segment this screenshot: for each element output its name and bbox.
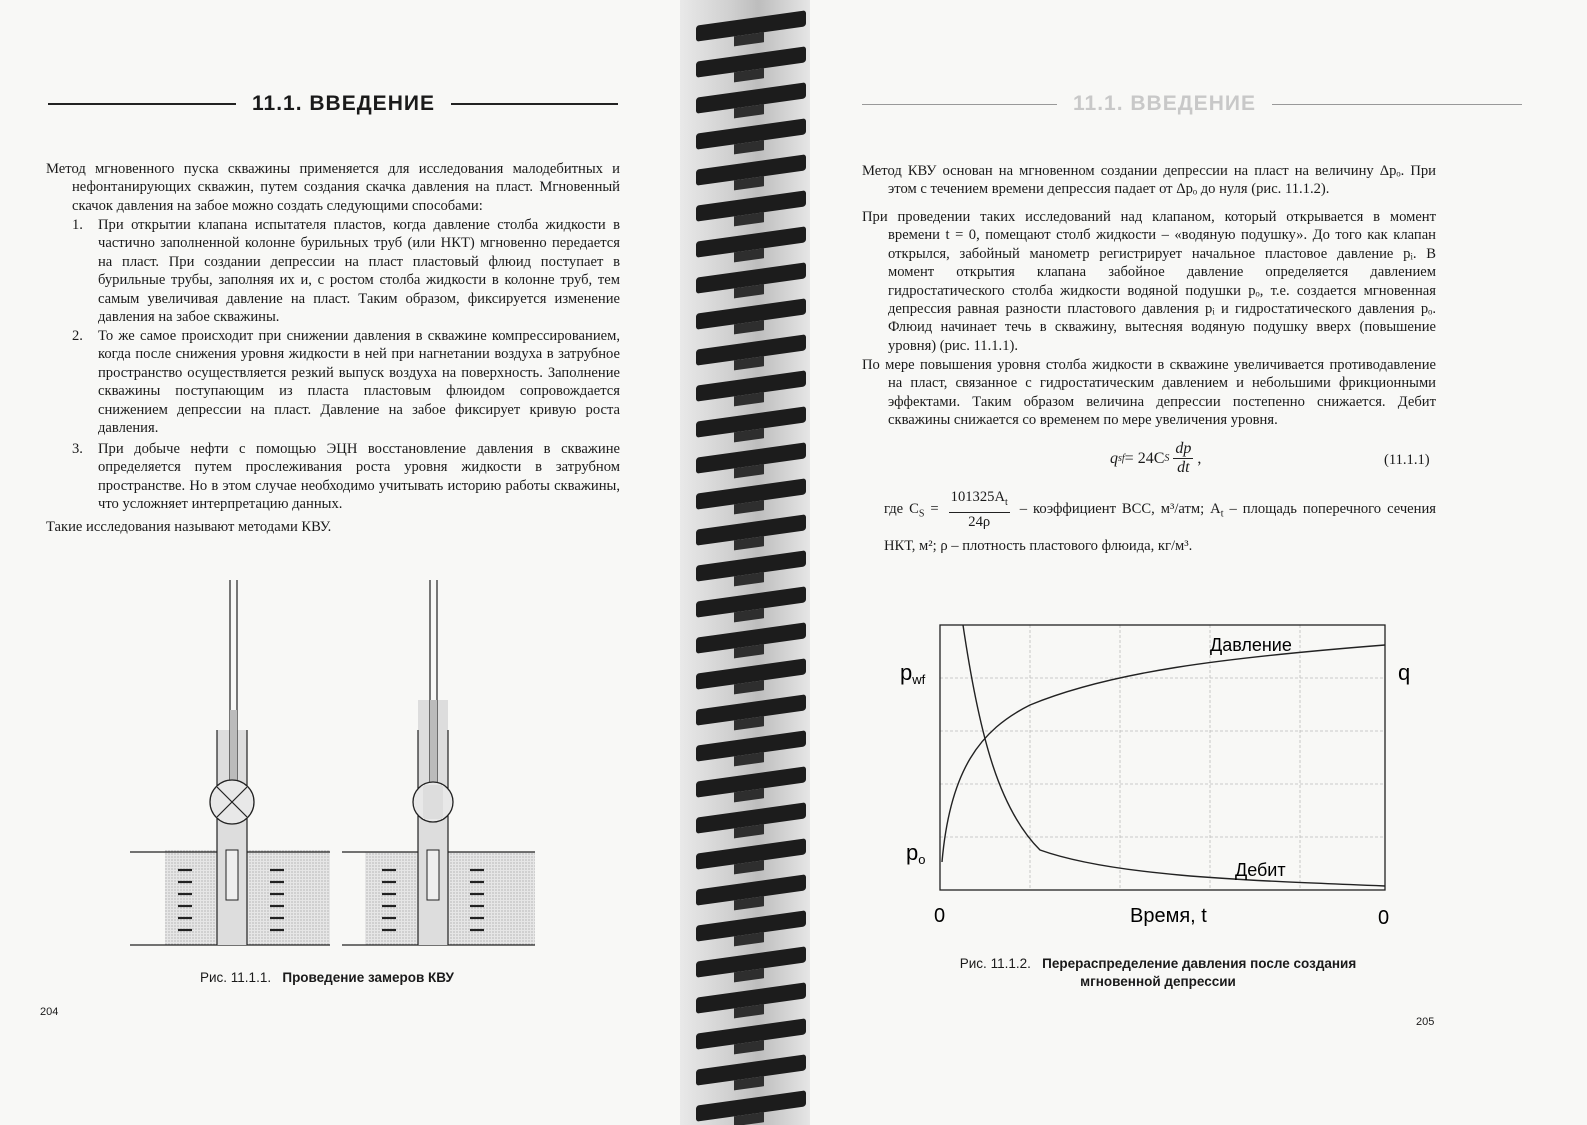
- left-closing-text: Такие исследования называют методами КВУ.: [46, 519, 332, 535]
- spiral-coil: [696, 874, 806, 905]
- spiral-coil: [696, 1090, 806, 1121]
- figure-caption-title: Проведение замеров КВУ: [282, 970, 454, 985]
- spiral-coil: [696, 442, 806, 473]
- spiral-coil: [696, 802, 806, 833]
- left-intro-paragraph: Метод мгновенного пуска скважины применяется для исследования малодебитных и нефонтанирующих скважин, путем создания скачка давления на пласт. Мгновенный скачок давления на забое можно создать следующими способами:: [46, 161, 620, 214]
- right-paragraph-2: При проведении таких исследований над клапаном, который открывается в момент времени t = 0, помещают столб жидкости – «водяную подушку». До того как клапан открылся, забойный манометр регистрирует начальное пластовое давление pᵢ. В момент открытия клапана забойное давление определяется давлением гидростатического столба жидкости водяной подушки pₒ, т.е. создается мгновенная депрессия равная разности пластового давления pᵢ и гидростатического давления pₒ. Флюид начинает течь в скважину, вытесняя водяную подушку вверх (повышение уровня) (рис. 11.1.1).: [862, 209, 1436, 354]
- right-header-title: 11.1. ВВЕДЕНИЕ: [1073, 92, 1256, 115]
- right-page-header: [862, 92, 1522, 116]
- spiral-coil: [696, 190, 806, 221]
- well-diagram-left: [130, 580, 330, 945]
- chart-frame: [940, 625, 1385, 890]
- spiral-coil: [696, 118, 806, 149]
- figure-caption-11-1-1: [200, 970, 454, 985]
- spiral-coil: [696, 1018, 806, 1049]
- formula-where-clause: где $C_S$ = $\frac{101325A_t}{24\rho}$ – коэффициент ВСС, м³/атм; $A_t$ – площадь поперечного сечения НКТ, м²; ρ – плотность пластового флюида, кг/м³.: [884, 489, 1436, 554]
- pwf-label: pwf: [900, 660, 926, 687]
- list-item-number: 2.: [72, 328, 83, 344]
- figure-caption-line2: мгновенной депрессии: [1080, 974, 1236, 989]
- spiral-coil: [696, 262, 806, 293]
- spiral-coil: [696, 334, 806, 365]
- list-item-2: [72, 327, 620, 437]
- equation-number: (11.1.1): [1384, 452, 1430, 468]
- right-paragraph-3: По мере повышения уровня столба жидкости в скважине увеличивается противодавление на пласт, связанное с гидростатическим давлением и небольшими фрикционными эффектами. Таким образом величина депрессии постепенно снижается. Дебит скважины снижается со временем по мере увеличения уровня.: [862, 357, 1436, 429]
- x-axis-end-label: 0: [1378, 907, 1390, 929]
- left-page: [0, 0, 680, 1125]
- figure-caption-prefix: Рис. 11.1.2.: [959, 956, 1031, 971]
- spiral-coil: [696, 298, 806, 329]
- spiral-coil: [696, 838, 806, 869]
- list-item-3: [72, 440, 620, 514]
- left-page-header: [48, 92, 618, 116]
- spiral-coil: [696, 82, 806, 113]
- chart-grid: [940, 625, 1385, 890]
- spiral-coil: [696, 586, 806, 617]
- spiral-coil: [696, 154, 806, 185]
- figure-caption-11-1-2: [938, 955, 1378, 991]
- x-axis-label: Время, t: [1130, 905, 1207, 927]
- pressure-rate-chart: [890, 610, 1510, 940]
- page-number-left: 204: [40, 1006, 59, 1018]
- spiral-coil: [696, 658, 806, 689]
- rate-curve-label: Дебит: [1235, 860, 1286, 880]
- figure-caption-line1: Перераспределение давления после создания: [1042, 956, 1357, 971]
- spiral-coil: [696, 370, 806, 401]
- spiral-coil: [696, 46, 806, 77]
- spiral-coil: [696, 550, 806, 581]
- spiral-coil: [696, 730, 806, 761]
- pressure-curve: [942, 645, 1385, 862]
- rate-curve: [963, 625, 1385, 886]
- spiral-binding: [680, 0, 810, 1125]
- formula-11-1-1: q sf = 24C S dp dt ,: [1110, 440, 1202, 476]
- list-item-text: При добыче нефти с помощью ЭЦН восстановление давления в скважине определяется путем прослеживания роста уровня жидкости в затрубном пространстве. Но в этом случае необходимо учитывать историю работы скважины, что усложняет интерпретацию данных.: [98, 441, 620, 513]
- spiral-coil: [696, 910, 806, 941]
- page-number-right: 205: [1416, 1016, 1435, 1028]
- q-label: q: [1398, 660, 1411, 685]
- list-item-1: [72, 216, 620, 326]
- list-item-text: То же самое происходит при снижении давления в скважине компрессированием, когда после снижения уровня жидкости в ней при нагнетании воздуха в затрубное пространство осуществляется резкий выпуск воздуха на поверхность. Заполнение скважины поступающим из пласта пластовым флюидом сопровождается снижением депрессии на пласт. Давление на забое фиксирует кривую роста давления.: [98, 328, 620, 437]
- po-label: po: [906, 840, 926, 867]
- spiral-coil: [696, 946, 806, 977]
- spiral-coil: [696, 982, 806, 1013]
- list-item-number: 3.: [72, 441, 83, 457]
- spiral-coil: [696, 406, 806, 437]
- right-paragraph-1: Метод КВУ основан на мгновенном создании депрессии на пласт на величину Δpₒ. При этом с течением времени депрессия падает от Δpₒ до нуля (рис. 11.1.2).: [862, 163, 1436, 198]
- spiral-coil: [696, 694, 806, 725]
- x-axis-start-label: 0: [934, 905, 946, 927]
- figure-caption-prefix: Рис. 11.1.1.: [200, 970, 272, 985]
- pressure-curve-label: Давление: [1210, 635, 1292, 655]
- well-diagram-figure: [120, 580, 550, 960]
- list-item-number: 1.: [72, 217, 83, 233]
- spiral-coil: [696, 766, 806, 797]
- spiral-coil: [696, 478, 806, 509]
- spiral-coil: [696, 1054, 806, 1085]
- list-item-text: При открытии клапана испытателя пластов, когда давление столба жидкости в частично заполненной колонне бурильных труб (или НКТ) мгновенно передается на пласт. При создании депрессии на пласт пластовый флюид поступает в бурильные трубы, заполняя их и, с ростом столба жидкости в колонне труб, тем самым увеличивая давление на пласт. Таким образом, фиксируется изменение давления на забое скважины.: [98, 217, 620, 326]
- spiral-coil: [696, 10, 806, 41]
- spiral-coil: [696, 514, 806, 545]
- spiral-coil: [696, 622, 806, 653]
- left-header-title: 11.1. ВВЕДЕНИЕ: [252, 92, 435, 115]
- right-page: [810, 0, 1587, 1125]
- well-diagram-right: [342, 580, 535, 945]
- spiral-coil: [696, 226, 806, 257]
